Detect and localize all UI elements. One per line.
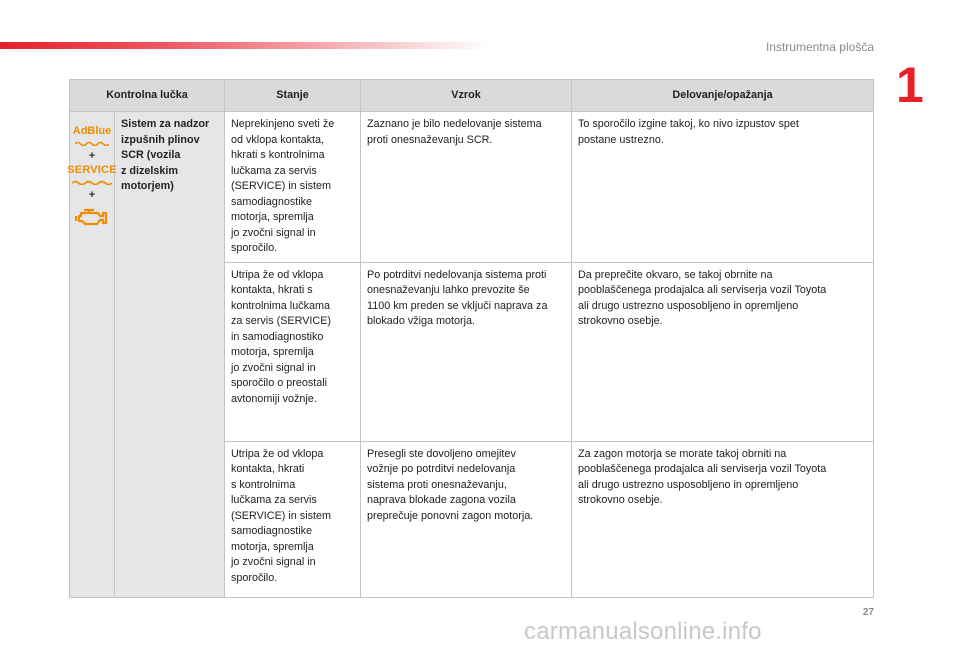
- adblue-label: AdBlue: [72, 125, 112, 137]
- state-line: jo zvočni signal in: [231, 556, 316, 568]
- service-icon: [67, 164, 117, 188]
- state-cell: [225, 262, 361, 441]
- cause-line: Po potrditvi nedelovanja sistema proti: [367, 268, 547, 281]
- state-line: motorja, spremlja: [231, 540, 314, 553]
- action-line: Za zagon motorja se morate takoj obrniti na: [578, 447, 787, 460]
- column-header-action: Delovanje/opažanja: [572, 80, 874, 112]
- state-line: kontakta, hkrati s: [231, 284, 313, 296]
- action-cell: [572, 441, 874, 597]
- action-cell: [572, 112, 874, 263]
- warning-icons-cell: [67, 112, 117, 598]
- watermark: carmanualsonline.info: [524, 618, 762, 645]
- light-name-line: z dizelskim: [121, 164, 179, 177]
- state-line: (SERVICE) in sistem: [231, 180, 331, 192]
- state-line: samodiagnostike: [231, 195, 313, 208]
- action-line: strokovno osebje.: [578, 315, 663, 327]
- state-line: motorja, spremlja: [231, 346, 314, 358]
- action-line: pooblaščenega prodajalca ali serviserja vozil Toyota: [578, 463, 827, 475]
- state-line: motorja, spremlja: [231, 211, 314, 223]
- chapter-number: 1: [896, 57, 924, 113]
- top-accent-bar: [0, 42, 490, 49]
- state-line: sporočilo.: [231, 242, 278, 254]
- state-line: s kontrolnima: [231, 478, 296, 491]
- cause-line: preprečuje ponovni zagon motorja.: [367, 509, 534, 522]
- cause-line: Presegli ste dovoljeno omejitev: [367, 447, 516, 460]
- state-cell: [225, 112, 361, 263]
- action-line: ali drugo ustrezno usposobljeno in opremljeno: [578, 299, 799, 312]
- state-line: Utripa že od vklopa: [231, 447, 324, 460]
- plus-sign: +: [88, 150, 96, 162]
- action-line: strokovno osebje.: [578, 494, 663, 506]
- state-line: od vklopa kontakta,: [231, 133, 325, 146]
- cause-line: onesnaževanju lahko prevozite še: [367, 284, 530, 296]
- state-line: Utripa že od vklopa: [231, 268, 324, 281]
- state-line: (SERVICE) in sistem: [231, 509, 331, 522]
- column-header-state: Stanje: [225, 80, 361, 112]
- light-name-line: izpušnih plinov: [121, 133, 200, 146]
- action-cell: [572, 262, 874, 441]
- column-header-cause: Vzrok: [361, 80, 572, 112]
- table-row: [70, 112, 874, 263]
- state-line: za servis (SERVICE): [231, 315, 331, 327]
- cause-cell: [361, 112, 572, 263]
- plus-sign-2: +: [88, 189, 96, 201]
- cause-line: proti onesnaževanju SCR.: [367, 133, 493, 146]
- state-line: kontakta, hkrati: [231, 463, 305, 475]
- page-number: 27: [862, 607, 874, 618]
- light-name-line: motorjem): [121, 180, 174, 192]
- state-line: avtonomiji vožnje.: [231, 392, 317, 405]
- service-label: SERVICE: [67, 164, 117, 176]
- state-line: Neprekinjeno sveti že: [231, 118, 335, 130]
- state-line: sporočilo o preostali: [231, 377, 328, 389]
- action-line: Da preprečite okvaro, se takoj obrnite na: [578, 268, 773, 281]
- cause-line: Zaznano je bilo nedelovanje sistema: [367, 118, 542, 130]
- cause-line: naprava blokade zagona vozila: [367, 494, 516, 506]
- cause-line: blokado vžiga motorja.: [367, 315, 476, 327]
- state-line: lučkama za servis: [231, 164, 317, 177]
- light-name-line: SCR (vozila: [121, 149, 181, 161]
- cause-cell: [361, 441, 572, 597]
- state-line: jo zvočni signal in: [231, 226, 316, 239]
- column-header-light: Kontrolna lučka: [70, 80, 225, 112]
- action-line: ali drugo ustrezno usposobljeno in opremljeno: [578, 478, 799, 491]
- cause-line: vožnje po potrditvi nedelovanja: [367, 463, 516, 475]
- section-title: Instrumentna plošča: [765, 40, 874, 54]
- action-line: postane ustrezno.: [578, 133, 664, 146]
- adblue-wave-icon: [75, 141, 109, 146]
- warning-light-name: [115, 112, 225, 598]
- table-header-row: [70, 80, 874, 112]
- state-line: hkrati s kontrolnima: [231, 149, 325, 161]
- state-line: jo zvočni signal in: [231, 361, 316, 374]
- state-cell: [225, 441, 361, 597]
- cause-line: sistema proti onesnaževanju,: [367, 478, 507, 491]
- adblue-icon: [73, 125, 112, 149]
- engine-check-icon: [75, 205, 109, 227]
- state-line: sporočilo.: [231, 571, 278, 584]
- state-line: in samodiagnostiko: [231, 330, 324, 343]
- state-line: kontrolnima lučkama: [231, 299, 331, 312]
- cause-line: 1100 km preden se vključi naprava za: [367, 299, 548, 312]
- action-line: pooblaščenega prodajalca ali serviserja vozil Toyota: [578, 284, 827, 296]
- action-line: To sporočilo izgine takoj, ko nivo izpustov spet: [578, 118, 799, 130]
- light-name-line: Sistem za nadzor: [121, 118, 210, 130]
- state-line: samodiagnostike: [231, 525, 313, 537]
- state-line: lučkama za servis: [231, 494, 317, 506]
- warning-light-table: [69, 79, 874, 598]
- service-wave-icon: [72, 180, 112, 185]
- cause-cell: [361, 262, 572, 441]
